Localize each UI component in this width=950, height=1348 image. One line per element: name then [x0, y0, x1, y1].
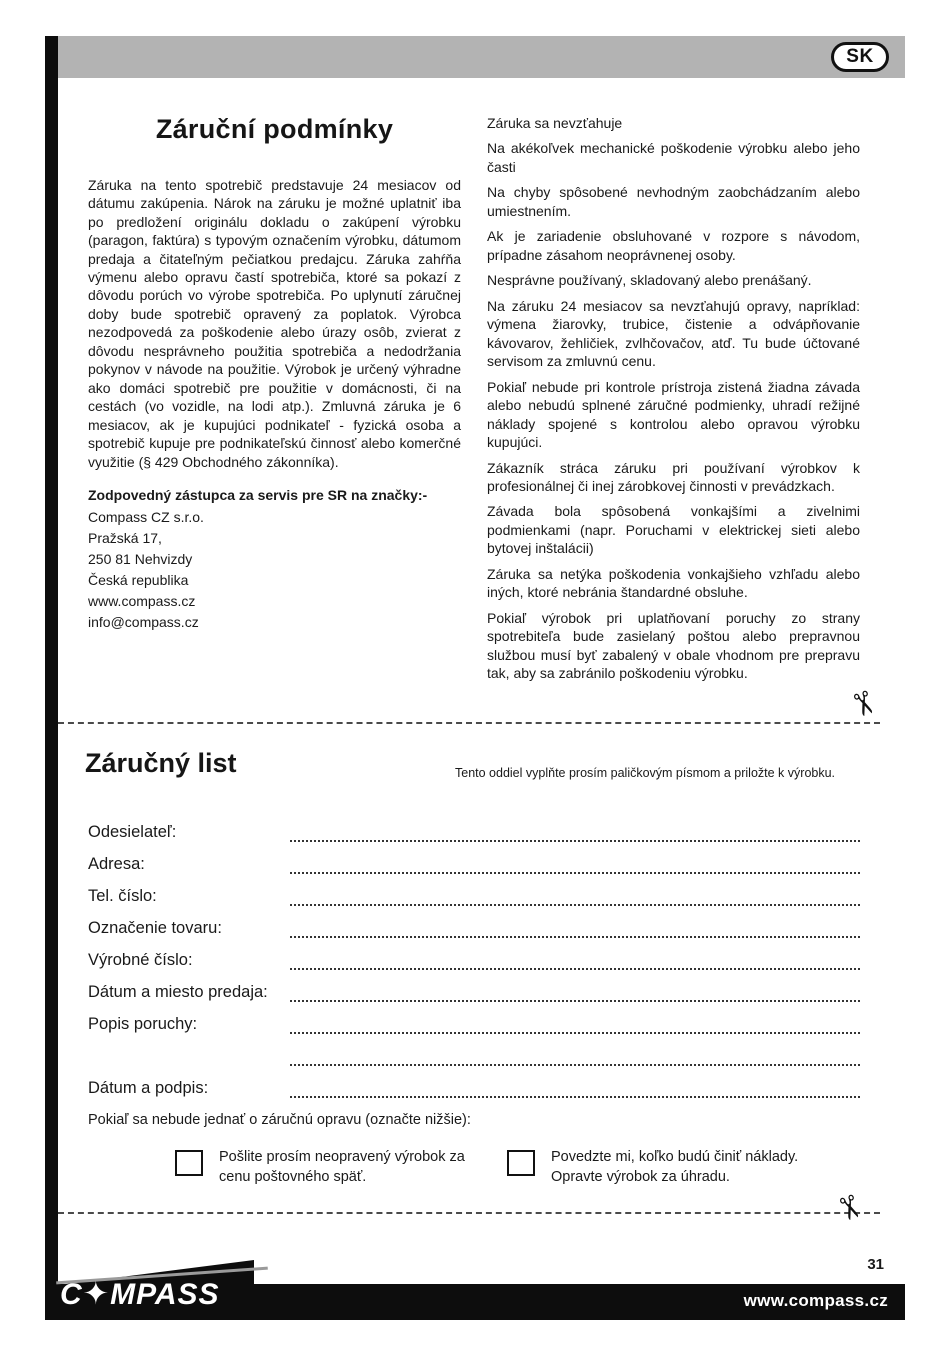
form-field-row	[88, 938, 860, 970]
logo-text-suffix: MPASS	[110, 1278, 220, 1311]
fill-in-line[interactable]	[290, 1002, 860, 1034]
form-field-row	[88, 970, 860, 1002]
fill-in-line[interactable]	[290, 874, 860, 906]
form-field-row	[88, 1034, 860, 1066]
repair-option	[507, 1148, 799, 1187]
exclusion-paragraph: Ak je zariadenie obsluhované v rozpore s návodom, prípadne zásahom neoprávnenej osoby.	[487, 228, 860, 263]
address-line: 250 81 Nehvizdy	[88, 550, 193, 567]
cut-dashed-line	[58, 1212, 880, 1214]
form-field-label: Dátum a podpis:	[88, 1078, 209, 1097]
warranty-card-title: Záručný list	[85, 748, 237, 778]
fill-in-line[interactable]	[290, 1034, 860, 1066]
option-label: Povedzte mi, koľko budú činiť náklady. Opravte výrobok za úhradu.	[551, 1149, 799, 1185]
exclusion-paragraph: Záruka sa nevzťahuje	[487, 115, 623, 131]
footer-website[interactable]: www.compass.cz	[743, 1291, 888, 1310]
exclusion-paragraph: Na chyby spôsobené nevhodným zaobchádzaním alebo umiestnením.	[487, 184, 860, 219]
address-lines	[88, 507, 461, 591]
exclusion-paragraph: Zákazník stráca záruku pri používaní výrobkov k profesionálnej či inej zárobkovej činnosti v prevádzkach.	[487, 459, 860, 494]
service-address	[88, 507, 461, 633]
address-links	[88, 591, 461, 633]
form-field-label: Výrobné číslo:	[88, 950, 193, 969]
scissors-icon: ✂	[841, 685, 885, 723]
fill-in-line[interactable]	[290, 970, 860, 1002]
exclusion-paragraphs	[487, 114, 860, 683]
form-field-row	[88, 906, 860, 938]
compass-logo	[60, 1275, 220, 1311]
exclusion-paragraph: Pokiaľ výrobok pri uplatňovaní poruchy zo strany spotrebiteľa bude zasielaný poštou alebo prepravnou službou musí byť zabalený v obale vhodnom pre prepravu tak, aby sa zabránilo poškodeniu výrobku.	[487, 609, 860, 682]
exclusion-paragraph: Pokiaľ nebude pri kontrole prístroja zistená žiadna závada alebo nebudú splnené záručné podmienky, uhradí režijné náklady spojené s kontrolou alebo opravou výrobku kupujúci.	[487, 378, 860, 451]
form-field-label: Adresa:	[88, 854, 145, 873]
page-number: 31	[867, 1256, 884, 1273]
form-field-label: Tel. číslo:	[88, 886, 157, 905]
form-field-label: Odesielateľ:	[88, 822, 177, 841]
form-field-row	[88, 1066, 860, 1098]
top-bar	[45, 36, 905, 78]
form-field-row	[88, 842, 860, 874]
form-field-label: Označenie tovaru:	[88, 918, 222, 937]
exclusion-paragraph: Na akékoľvek mechanické poškodenie výrobku alebo jeho časti	[487, 140, 860, 175]
exclusion-paragraph: Na záruku 24 mesiacov sa nevzťahujú opravy, napríklad: výmena žiarovky, trubice, čistenie a odvápňovanie kávovarov, žehličiek, zvlhčovačov, atď. Tu bude účtované servisom za zmluvnú cenu.	[487, 297, 860, 370]
cut-dashed-line	[58, 722, 880, 724]
warranty-conditions-title: Záruční podmínky	[155, 114, 394, 144]
repair-option	[175, 1148, 467, 1187]
form-field-row	[88, 1002, 860, 1034]
form-field-label: Dátum a miesto predaja:	[88, 982, 268, 1001]
form-field-row	[88, 874, 860, 906]
warranty-form-fields	[88, 810, 860, 1098]
form-field-label: Popis poruchy:	[88, 1014, 198, 1033]
service-representative-heading: Zodpovedný zástupca za servis pre SR na značky:-	[88, 487, 428, 504]
option-label: Pošlite prosím neopravený výrobok za cenu poštovného späť.	[219, 1149, 465, 1185]
exclusion-paragraph: Záruka sa netýka poškodenia vonkajšieho vzhľadu alebo iných, ktoré nebránia štandardné obsluhe.	[487, 565, 860, 601]
fill-in-line[interactable]	[290, 906, 860, 938]
option-checkbox[interactable]	[175, 1150, 203, 1176]
address-line: Česká republika	[88, 571, 189, 588]
address-link[interactable]: www.compass.cz	[88, 592, 196, 609]
fill-in-line[interactable]	[290, 1066, 860, 1098]
language-badge: SK	[831, 42, 889, 72]
warranty-exclusions-column	[487, 100, 860, 690]
exclusion-paragraph: Nesprávne používaný, skladovaný alebo prenášaný.	[487, 272, 812, 289]
warranty-card-note: Tento oddiel vyplňte prosím paličkovým písmom a priložte k výrobku.	[455, 766, 836, 780]
exclusion-paragraph: Závada bola spôsobená vonkajšími a zivelnimi podmienkami (napr. Poruchami v elektrickej sieti alebo bytovej inštalácii)	[487, 503, 860, 557]
warranty-conditions-body: Záruka na tento spotrebič predstavuje 24 mesiacov od dátumu zakúpenia. Nárok na záruku je možné uplatniť iba po predložení originálu dokladu o zakúpení výrobku (paragon, faktúra) s typovým označením výrobku, dátumom predaja a čitateľným pečiatkou predajcu. Záruka zahŕňa výmenu alebo opravu častí spotrebiča, ktoré sa pokazí z dôvodu porúch vo výrobe spotrebiča. Po uplynutí záručnej doby bude spotrebič opravený za poplatok. Výrobca nezodpovedá za poškodenie alebo úrazy osôb, zvierat z dôvodu nesprávneho použitia spotrebiča a nedodržania pokynov v návode na použitie. Výrobok je určený výhradne ako domáci spotrebič pre použitie v domácnosti, či na cestách (vo vozidle, na lodi atp.). Zmluvná záruka je 6 mesiacov, ak je kupujúci podnikateľ - fyzická osoba a spotrebič kupuje pre podnikateľskú činnosť alebo komerčné využitie (§ 429 Obchodného zákonníka).	[88, 176, 461, 470]
fill-in-line[interactable]	[290, 938, 860, 970]
address-link[interactable]: info@compass.cz	[88, 613, 199, 630]
left-edge-bar	[45, 36, 58, 1320]
fill-in-line[interactable]	[290, 842, 860, 874]
fill-in-line[interactable]	[290, 810, 860, 842]
warranty-conditions-column	[88, 100, 461, 690]
star-icon: ✦	[82, 1275, 111, 1311]
form-field-label	[88, 1064, 290, 1066]
warranty-columns	[88, 100, 860, 690]
address-line: Compass CZ s.r.o.	[88, 508, 204, 525]
non-warranty-instruction: Pokiaľ sa nebude jednať o záručnú opravu (označte nižšie):	[88, 1112, 471, 1128]
address-line: Pražská 17,	[88, 529, 162, 546]
logo-text-prefix: C	[60, 1278, 83, 1311]
repair-options	[175, 1148, 799, 1187]
option-checkbox[interactable]	[507, 1150, 535, 1176]
form-field-row	[88, 810, 860, 842]
scissors-icon: ✂	[827, 1189, 871, 1227]
